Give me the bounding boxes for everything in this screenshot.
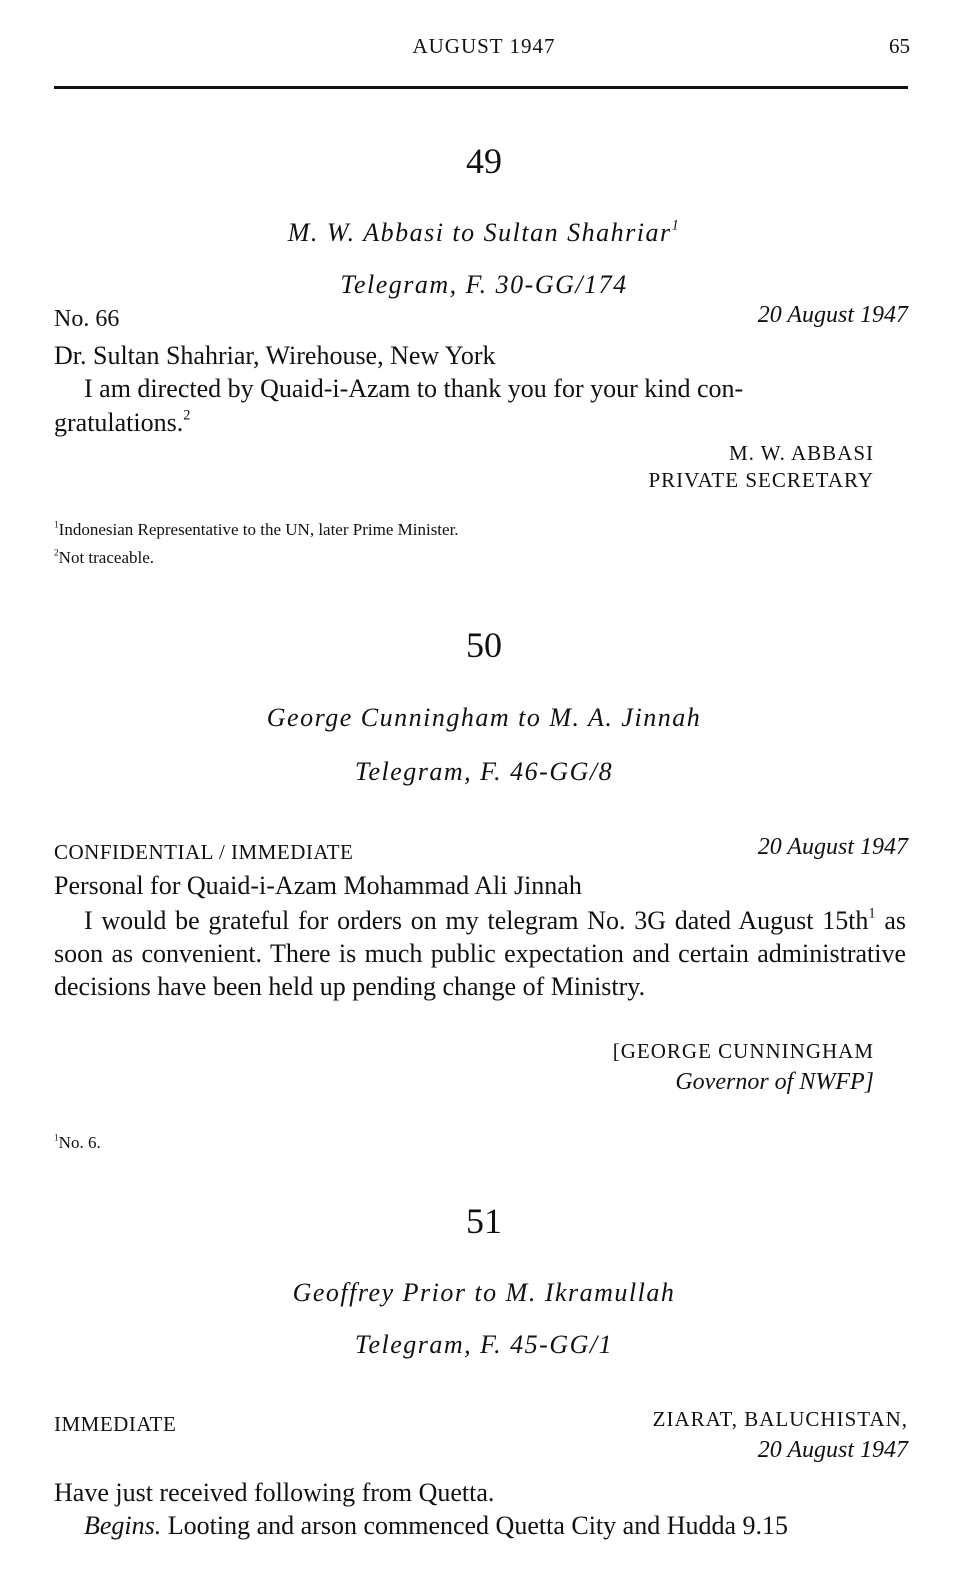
doc-51-body-line-2: Begins. Looting and arson commenced Quetta City and Hudda 9.15 [84, 1511, 789, 1540]
doc-50-classification: CONFIDENTIAL / IMMEDIATE [54, 840, 354, 864]
footnote-marker: 2 [183, 407, 191, 424]
doc-49-date: 20 August 1947 [757, 302, 908, 328]
doc-50-signature-title: Governor of NWFP] [675, 1069, 874, 1095]
doc-50-date: 20 August 1947 [757, 834, 908, 860]
running-title: AUGUST 1947 [412, 34, 556, 58]
header-rule [54, 86, 908, 89]
doc-50-signature-name: [GEORGE CUNNINGHAM [612, 1039, 874, 1063]
doc-49-ref-no: No. 66 [54, 306, 120, 332]
page-number: 65 [889, 34, 910, 58]
doc-49-from-to: M. W. Abbasi to Sultan Shahriar$^1$ [287, 217, 681, 247]
doc-49-reference: Telegram, F. 30-GG/174 [340, 270, 628, 299]
doc-49-body-line-2: gratulations.$^2$ [54, 407, 191, 437]
doc-49-body-line-1: I am directed by Quaid-i-Azam to thank you for your kind con- [84, 374, 744, 403]
doc-50-number: 50 [466, 625, 502, 665]
doc-49-number: 49 [466, 141, 502, 181]
doc-51-body-line-1: Have just received following from Quetta. [54, 1478, 495, 1507]
footnote-marker: 1 [671, 217, 681, 234]
doc-50-from-to: George Cunningham to M. A. Jinnah [266, 703, 702, 732]
doc-51-reference: Telegram, F. 45-GG/1 [354, 1330, 614, 1359]
footnote-marker: 1 [868, 905, 876, 922]
doc-49-footnote-2: $^2$Not traceable. [54, 548, 155, 567]
doc-49-signature-name: M. W. ABBASI [728, 441, 874, 465]
doc-50-footnote-1: $^1$No. 6. [54, 1133, 101, 1152]
doc-51-place: ZIARAT, BALUCHISTAN, [652, 1407, 908, 1431]
doc-51-classification: IMMEDIATE [54, 1412, 177, 1436]
doc-49-footnote-1: $^1$Indonesian Representative to the UN, later Prime Minister. [54, 520, 459, 539]
doc-49-addressee: Dr. Sultan Shahriar, Wirehouse, New York [54, 341, 496, 370]
doc-51-date: 20 August 1947 [757, 1437, 908, 1463]
doc-49-signature-title: PRIVATE SECRETARY [648, 468, 874, 492]
doc-51-from-to: Geoffrey Prior to M. Ikramullah [292, 1278, 676, 1307]
doc-50-body: I would be grateful for orders on my telegram No. 3G dated August $15th^1$ as soon as convenient. There is much public expectation and certain administrative decisions have been held up pending change of Ministry. [54, 905, 906, 1001]
doc-50-reference: Telegram, F. 46-GG/8 [354, 757, 614, 786]
doc-51-number: 51 [466, 1201, 502, 1241]
doc-50-addressee: Personal for Quaid-i-Azam Mohammad Ali Jinnah [54, 871, 582, 900]
